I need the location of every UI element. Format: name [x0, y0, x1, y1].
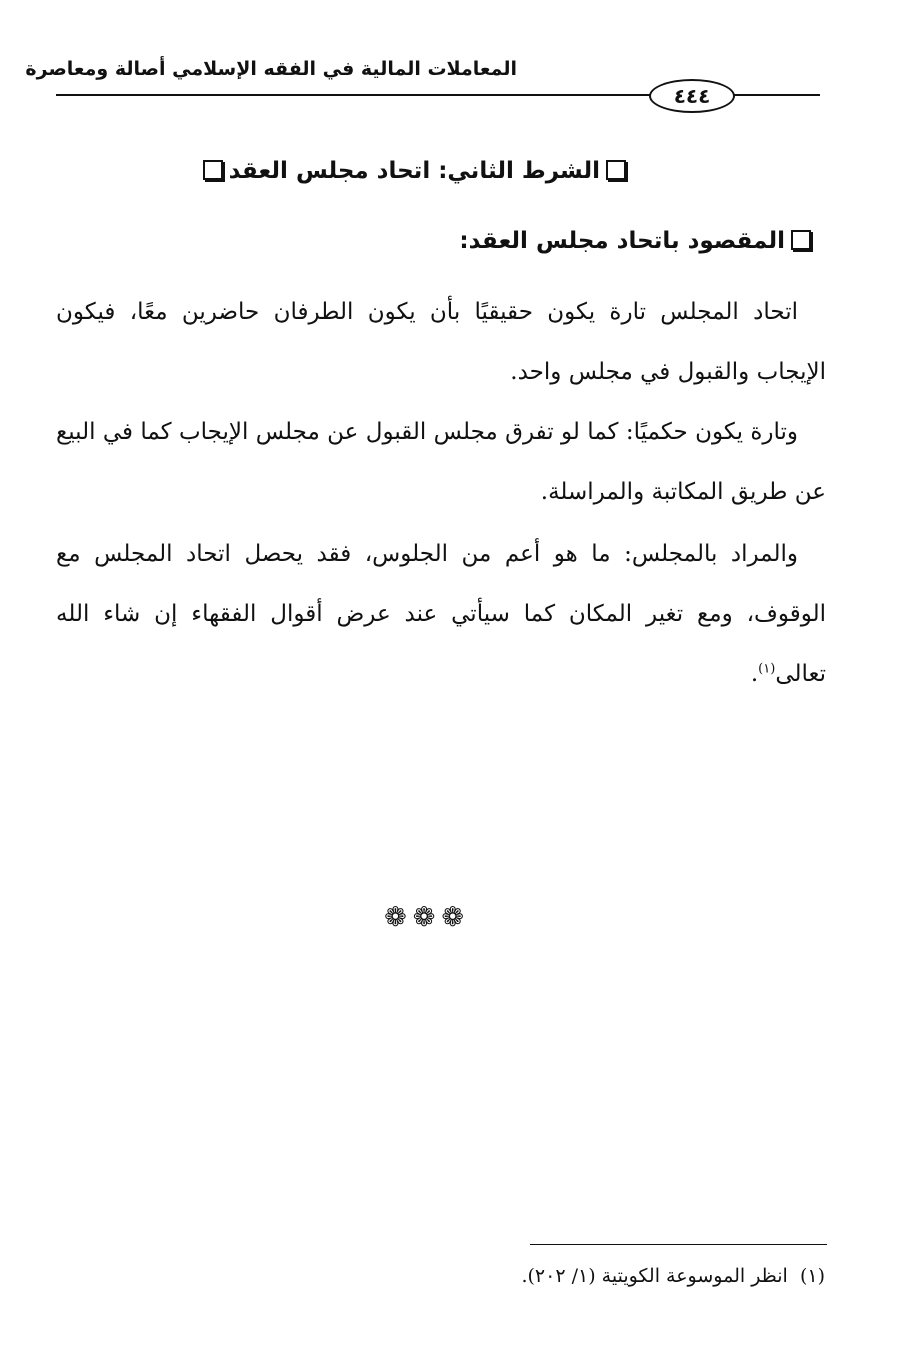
footnote-text: انظر الموسوعة الكويتية (١/ ٢٠٢). [521, 1265, 788, 1287]
flower-ornament-icon: ❁ [412, 902, 442, 933]
flower-ornament-icon: ❁ [384, 902, 413, 933]
checkbox-square-icon [203, 160, 223, 180]
footnote-rule [530, 1244, 827, 1245]
section-heading [210, 158, 632, 184]
footnote-reference[interactable]: (١) [758, 661, 776, 677]
paragraph-1 [56, 282, 826, 402]
paragraph-3-end: . [750, 661, 759, 687]
page-number: ٤٤٤ [649, 79, 735, 113]
footnote [521, 1265, 825, 1287]
paragraph-3-text: والمراد بالمجلس: ما هو أعم من الجلوس، فقد يحصل اتحاد المجلس مع الوقوف، ومع تغير المكان كما سيأتي عند عرض أقوال الفقهاء إن شاء الله تعالى [56, 541, 826, 687]
checkbox-square-icon [791, 230, 811, 250]
running-header-title: المعاملات المالية في الفقه الإسلامي أصالة ومعاصرة [25, 58, 517, 80]
sub-heading [459, 228, 817, 254]
checkbox-square-icon [606, 160, 626, 180]
footnote-marker: (١) [799, 1265, 825, 1287]
flower-ornament-icon: ❁ [441, 902, 470, 933]
paragraph-2 [56, 402, 826, 522]
paragraph-1-text: اتحاد المجلس تارة يكون حقيقيًا بأن يكون الطرفان حاضرين معًا، فيكون الإيجاب والقبول في مجلس واحد. [56, 299, 826, 385]
section-heading-text: الشرط الثاني: اتحاد مجلس العقد [228, 158, 600, 184]
paragraph-3 [56, 524, 826, 704]
section-separator-ornaments [362, 902, 492, 933]
paragraph-2-text: وتارة يكون حكميًا: كما لو تفرق مجلس القبول عن مجلس الإيجاب كما في البيع عن طريق المكاتبة والمراسلة. [56, 419, 826, 505]
sub-heading-text: المقصود باتحاد مجلس العقد: [459, 228, 785, 254]
